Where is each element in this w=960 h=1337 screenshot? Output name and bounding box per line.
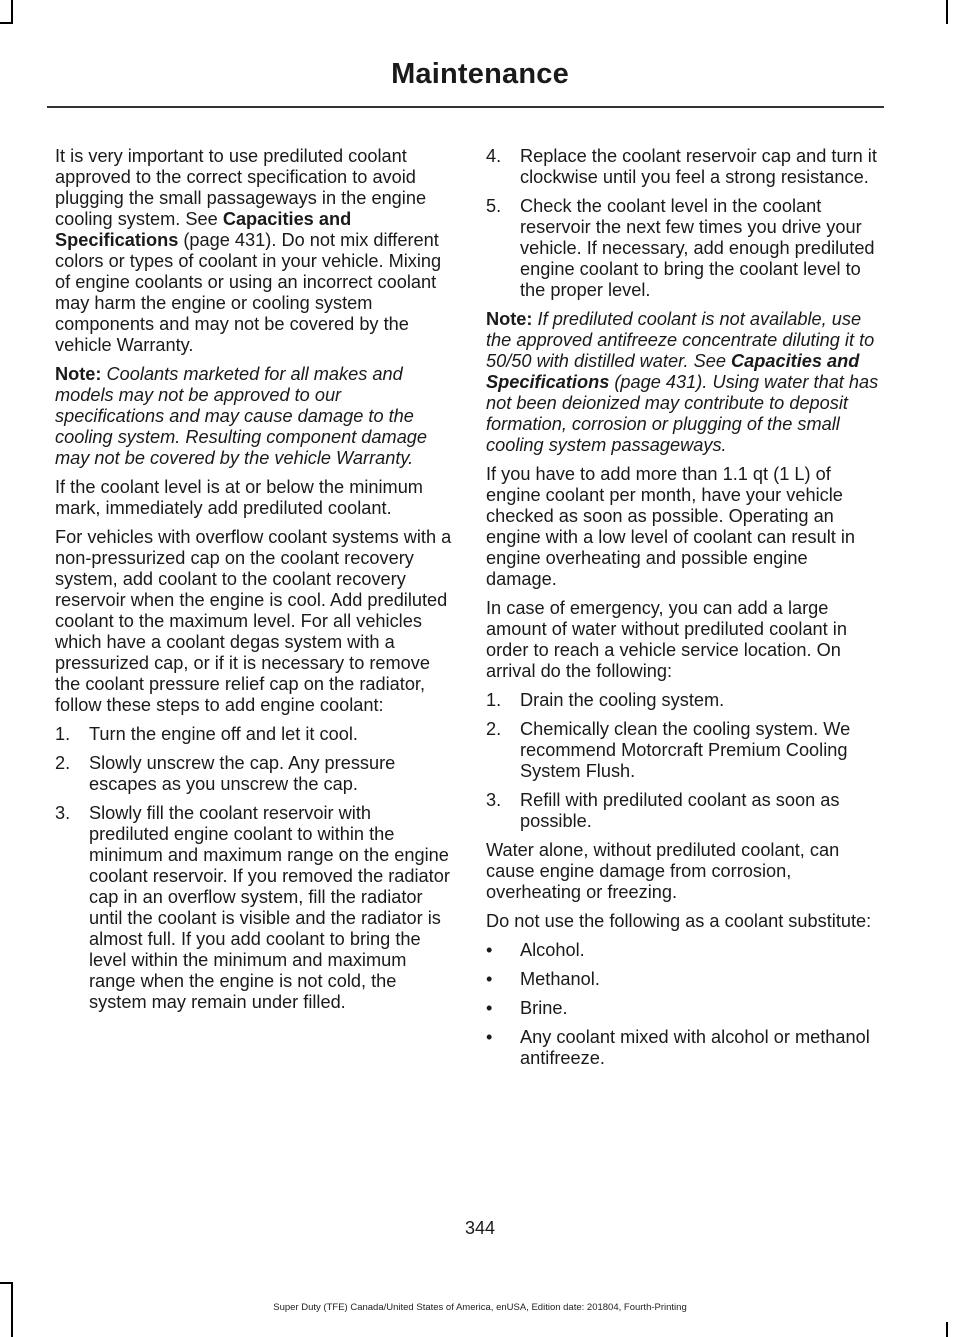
add-coolant-steps-continued bbox=[486, 146, 882, 301]
coolant-level-paragraph: If the coolant level is at or below the minimum mark, immediately add prediluted coolant. bbox=[55, 477, 423, 518]
list-item: 2. Slowly unscrew the cap. Any pressure escapes as you unscrew the cap. bbox=[55, 753, 396, 794]
water-alone-paragraph: Water alone, without prediluted coolant, can cause engine damage from corrosion, overheating or freezing. bbox=[486, 840, 840, 902]
note-label: Note: bbox=[486, 309, 533, 329]
list-item: 5. Check the coolant level in the coolant reservoir the next few times you drive your vehicle. If necessary, add enough prediluted engine coolant to bring the coolant level to the proper level. bbox=[486, 196, 875, 300]
right-column bbox=[486, 146, 882, 1077]
crop-mark-bottom-left-h bbox=[0, 1282, 13, 1284]
list-item: 2. Chemically clean the cooling system. We recommend Motorcraft Premium Cooling System Flush. bbox=[486, 719, 851, 781]
page-title: Maintenance bbox=[391, 58, 569, 90]
note-prediluted-unavailable: Note: If prediluted coolant is not available, use the approved antifreeze concentrate diluting it to 50/50 with distilled water. See Capacities and Specifications (page 431). Using water that has not been deionized may contribute to deposit formation, corrosion or plugging of the small cooling system passageways. bbox=[486, 309, 879, 455]
crop-mark-top-right bbox=[946, 0, 948, 24]
emergency-paragraph: In case of emergency, you can add a large amount of water without prediluted coolant in order to reach a vehicle service location. On arrival do the following: bbox=[486, 598, 847, 681]
crop-mark-top-left-h bbox=[0, 22, 13, 24]
crop-mark-bottom-right bbox=[946, 1322, 948, 1337]
add-coolant-steps bbox=[55, 724, 455, 1013]
coolant-intro-paragraph: It is very important to use prediluted coolant approved to the correct specification to avoid plugging the small passageways in the engine cooling system. See Capacities and Specifications (page 431). Do not mix different colors or types of coolant in your vehicle. Mixing of engine coolants or using an incorrect coolant may harm the engine or cooling system components and may not be covered by the vehicle Warranty. bbox=[55, 146, 442, 355]
list-item: 4. Replace the coolant reservoir cap and turn it clockwise until you feel a strong resistance. bbox=[486, 146, 877, 187]
list-item: • Any coolant mixed with alcohol or methanol antifreeze. bbox=[486, 1027, 870, 1068]
coolant-consumption-paragraph: If you have to add more than 1.1 qt (1 L) of engine coolant per month, have your vehicle checked as soon as possible. Operating an engine with a low level of coolant can result in engine overheating and possible engine damage. bbox=[486, 464, 856, 589]
list-item: • Methanol. bbox=[486, 969, 600, 989]
header-rule bbox=[47, 106, 884, 108]
list-item: • Alcohol. bbox=[486, 940, 585, 960]
edition-footer: Super Duty (TFE) Canada/United States of America, enUSA, Edition date: 201804, Fourth-Printing bbox=[273, 1302, 687, 1313]
page-number: 344 bbox=[464, 1218, 496, 1238]
list-item: 1. Turn the engine off and let it cool. bbox=[55, 724, 358, 744]
substitute-intro-paragraph: Do not use the following as a coolant substitute: bbox=[486, 911, 872, 931]
overflow-systems-paragraph: For vehicles with overflow coolant systems with a non-pressurized cap on the coolant recovery system, add coolant to the coolant recovery reservoir when the engine is cool. Add prediluted coolant to the maximum level. For all vehicles which have a coolant degas system with a pressurized cap, or if it is necessary to remove the coolant pressure relief cap on the radiator, follow these steps to add engine coolant: bbox=[55, 527, 452, 715]
left-column bbox=[55, 146, 455, 1021]
emergency-steps bbox=[486, 690, 882, 832]
capacities-link[interactable]: Capacities and Specifications bbox=[55, 209, 352, 250]
note-coolants-marketed: Note: Coolants marketed for all makes and models may not be approved to our specifications and may cause damage to the cooling system. Resulting component damage may not be covered by the vehicle Warranty. bbox=[55, 364, 428, 468]
capacities-link[interactable]: Capacities and Specifications bbox=[486, 351, 860, 392]
substitute-bullets bbox=[486, 940, 882, 1069]
crop-mark-top-left-v bbox=[11, 0, 13, 24]
list-item: • Brine. bbox=[486, 998, 568, 1018]
list-item: 3. Refill with prediluted coolant as soon as possible. bbox=[486, 790, 840, 831]
note-label: Note: bbox=[55, 364, 102, 384]
list-item: 1. Drain the cooling system. bbox=[486, 690, 725, 710]
list-item: 3. Slowly fill the coolant reservoir with prediluted engine coolant to within the minimum and maximum range on the engine coolant reservoir. If you removed the radiator cap in an overflow system, fill the radiator until the coolant is visible and the radiator is almost full. If you add coolant to bring the level within the minimum and maximum range when the engine is not cold, the system may remain under filled. bbox=[55, 803, 450, 1012]
